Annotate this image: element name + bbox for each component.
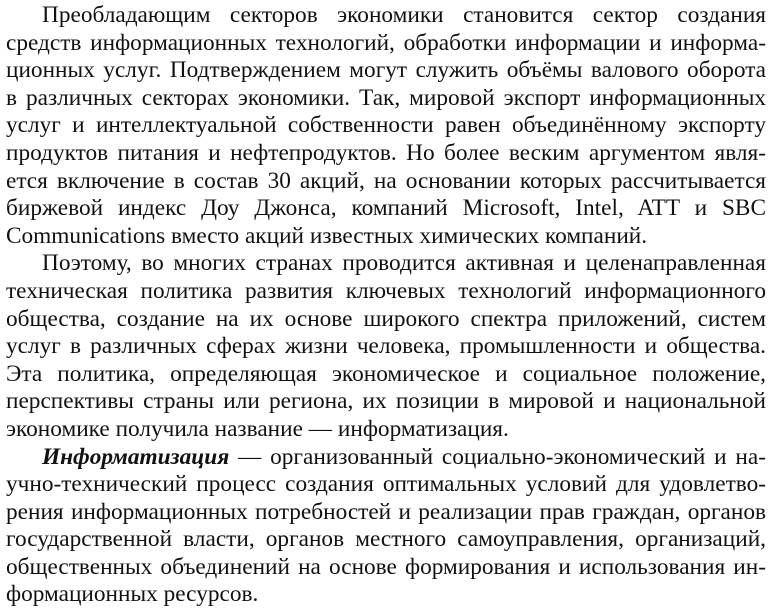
text-line: услуг в различных сферах жизни человека, промышленности и общества. — [6, 333, 766, 361]
text-line: ционных услуг. Подтверждением могут служить объёмы валового оборота — [6, 57, 766, 85]
text-line: средств информационных технологий, обработки информации и информа- — [6, 30, 766, 58]
text-line: общества, создание на их основе широкого спектра приложений, систем — [6, 306, 766, 334]
text-line: техническая политика развития ключевых технологий информационного — [6, 278, 766, 306]
text-line: в различных секторах экономики. Так, мировой экспорт информационных — [6, 85, 766, 113]
defined-term: Информатизация — [42, 444, 229, 470]
text-line: рения информационных потребностей и реализации прав граждан, органов — [6, 499, 766, 527]
text-line: услуг и интеллектуальной собственности равен объединённому экспорту — [6, 112, 766, 140]
text-line: общественных объединений на основе формирования и использования ин- — [6, 554, 766, 582]
text-line: перспективы страны или региона, их позиции в мировой и национальной — [6, 388, 766, 416]
text-line: биржевой индекс Доу Джонса, компаний Microsoft, Intel, ATT и SBC — [6, 195, 766, 223]
paragraph-3 — [6, 444, 766, 609]
definition-text: — организованный социально-экономический и на- — [229, 444, 766, 470]
text-line: учно-технический процесс создания оптимальных условий для удовлетво- — [6, 471, 766, 499]
text-line: государственной власти, органов местного самоуправления, организаций, — [6, 526, 766, 554]
text-line: ется включение в состав 30 акций, на основании которых рассчитывается — [6, 168, 766, 196]
text-line: Поэтому, во многих странах проводится активная и целенаправленная — [6, 250, 766, 278]
text-line: продуктов питания и нефтепродуктов. Но более веским аргументом явля- — [6, 140, 766, 168]
text-line — [6, 444, 766, 472]
text-line: Преобладающим секторов экономики становится сектор создания — [6, 2, 766, 30]
text-line: формационных ресурсов. — [6, 581, 766, 609]
paragraph-2 — [6, 250, 766, 443]
text-line: экономике получила название — информатизация. — [6, 416, 766, 444]
paragraph-1 — [6, 2, 766, 250]
text-line: Communications вместо акций известных химических компаний. — [6, 223, 766, 251]
text-line: Эта политика, определяющая экономическое и социальное положение, — [6, 361, 766, 389]
